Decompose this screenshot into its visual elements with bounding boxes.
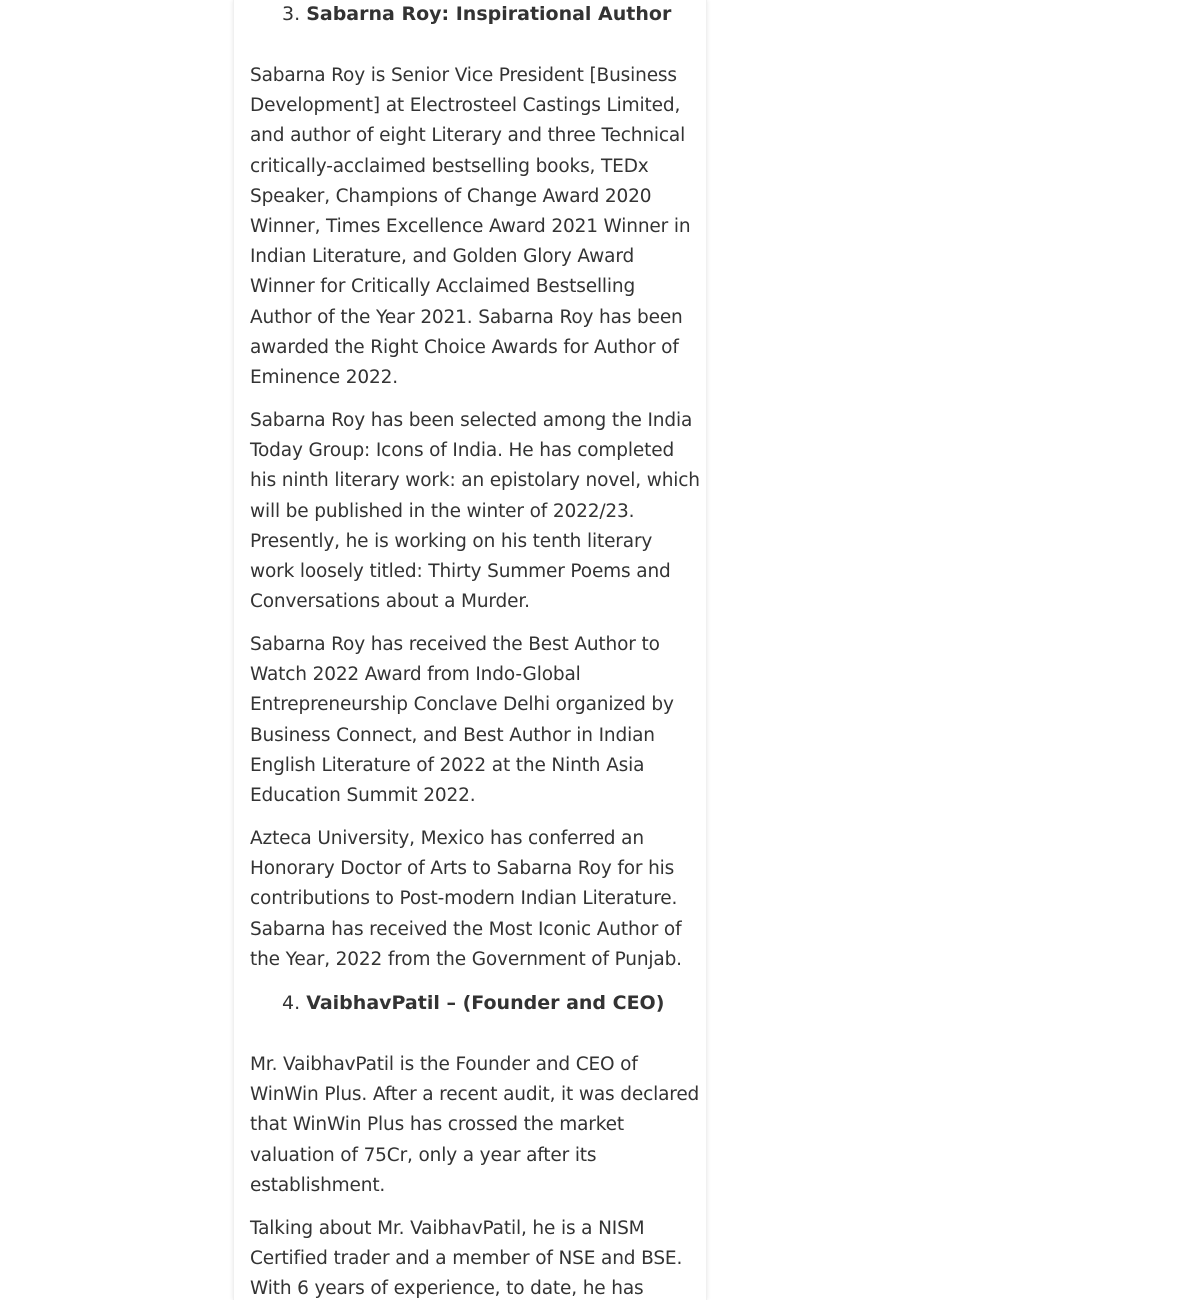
list-number: 3. bbox=[282, 3, 301, 25]
section-title: VaibhavPatil – (Founder and CEO) bbox=[306, 992, 665, 1014]
section-heading-vaibhav-patil bbox=[282, 989, 664, 1017]
paragraph: Sabarna Roy is Senior Vice President [Business Development] at Electrosteel Castings Limited, and author of eight Literary and three Technical critically-acclaimed bestselling books, TEDx Speaker, Champions of Change Award 2020 Winner, Times Excellence Award 2021 Winner in Indian Literature, and Golden Glory Award Winner for Critically Acclaimed Bestselling Author of the Year 2021. Sabarna Roy has been awarded the Right Choice Awards for Author of Eminence 2022. bbox=[250, 65, 691, 389]
paragraph: Mr. VaibhavPatil is the Founder and CEO of WinWin Plus. After a recent audit, it was declared that WinWin Plus has crossed the market valuation of 75Cr, only a year after its establishment. bbox=[250, 1054, 700, 1196]
section-title: Sabarna Roy: Inspirational Author bbox=[306, 3, 672, 25]
section-heading-sabarna-roy bbox=[282, 0, 671, 28]
paragraph: Sabarna Roy has been selected among the India Today Group: Icons of India. He has completed his ninth literary work: an epistolary novel, which will be published in the winter of 2022/23. Presently, he is working on his tenth literary work loosely titled: Thirty Summer Poems and Conversations about a Murder. bbox=[250, 410, 700, 613]
list-number: 4. bbox=[282, 992, 301, 1014]
paragraph: Talking about Mr. VaibhavPatil, he is a NISM Certified trader and a member of NSE and BSE. With 6 years of experience, to date, he has bbox=[250, 1218, 683, 1300]
paragraph: Azteca University, Mexico has conferred an Honorary Doctor of Arts to Sabarna Roy for his contributions to Post-modern Indian Literature. Sabarna has received the Most Iconic Author of the Year, 2022 from the Government of Punjab. bbox=[250, 828, 682, 970]
article-column bbox=[233, 0, 707, 1300]
paragraph: Sabarna Roy has received the Best Author to Watch 2022 Award from Indo-Global Entrepreneurship Conclave Delhi organized by Business Connect, and Best Author in Indian English Literature of 2022 at the Ninth Asia Education Summit 2022. bbox=[250, 634, 674, 807]
